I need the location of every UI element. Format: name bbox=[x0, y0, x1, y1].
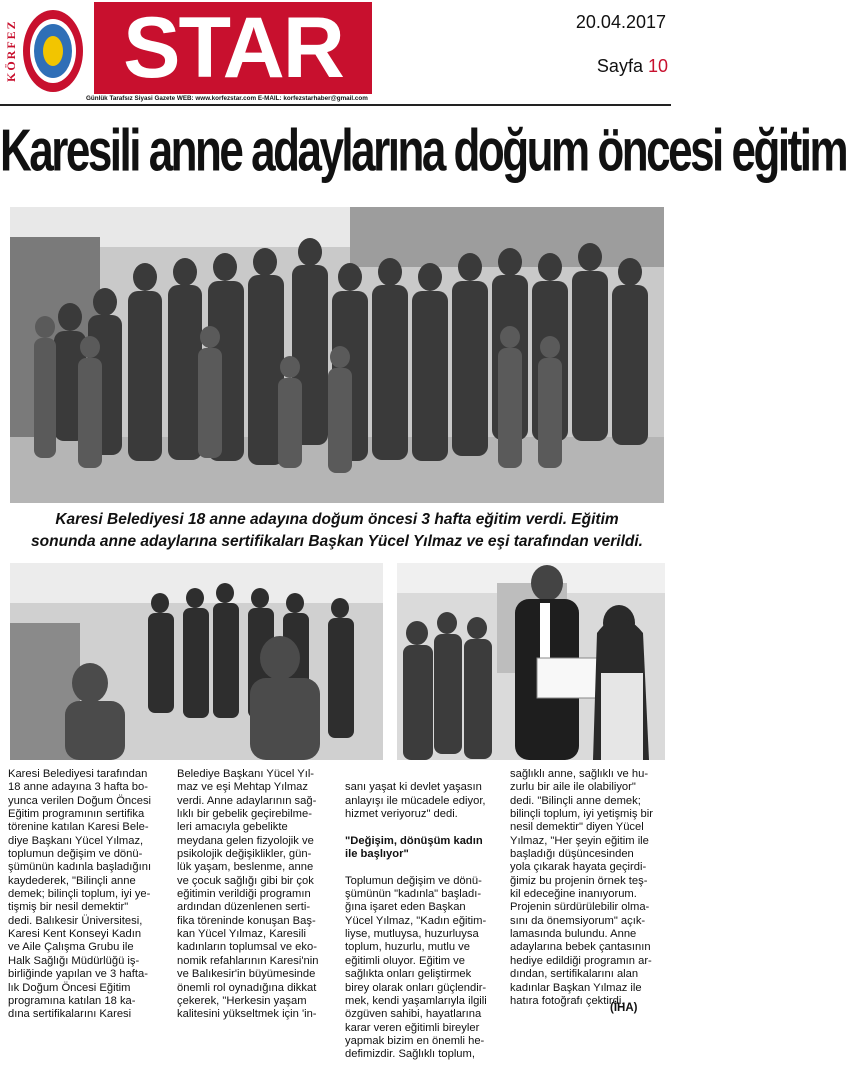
article-column-1: Karesi Belediyesi tarafından 18 anne adayına 3 hafta bo- yunca verilen Doğum Öncesi Eğitim programının sertifika törenine katılan Karesi Bele- diye Başkanı Yücel Yılmaz, toplumun değişim ve dönü- şümünün kadınla başladığını kaydederek, "Bilinçli anne demek; bilinçli toplum, iyi ye- tişmiş bir nesil demektir" dedi. Balıkesir Üniversitesi, Karesi Kent Konseyi Kadın ve Aile Çalışma Grubu ile Halk Sağlığı Müdürlüğü iş- birliğinde yapılan ve 3 hafta- lık Doğum Öncesi Eğitim programına katılan 18 ka- dına sertifikalarını Karesi bbox=[8, 768, 152, 1021]
masthead-divider bbox=[0, 104, 671, 106]
page-label: Sayfa bbox=[596, 56, 643, 76]
article-column-3-text-a: sanı yaşat ki devlet yaşasın anlayışı ile mücadele ediyor, hizmet veriyoruz" dedi. bbox=[345, 781, 486, 821]
news-source: (İHA) bbox=[610, 1002, 638, 1014]
caption-line-1: Karesi Belediyesi 18 anne adayına doğum öncesi 3 hafta eğitim verdi. Eğitim bbox=[55, 511, 619, 528]
page-indicator bbox=[560, 56, 668, 77]
newspaper-title: STAR bbox=[123, 0, 343, 96]
caption-line-2: sonunda anne adaylarına sertifikaları Başkan Yücel Yılmaz ve eşi tarafından verildi. bbox=[31, 533, 643, 550]
article-column-3 bbox=[345, 768, 503, 1075]
photo-caption bbox=[10, 509, 664, 553]
ceremony-crowd-photo bbox=[10, 563, 383, 760]
article-column-3-text-b: Toplumun değişim ve dönü- şümünün "kadınla" başladı- ğına işaret eden Başkan Yücel Yılmaz, "Kadın eğitim- liyse, mutluysa, huzurluysa toplum, huzurlu, mutlu ve eğitimli oluyor. Eğitim ve sağlıkta onları geliştirmek birey olarak onları güçlendir- mek, kendi yaşamlarıyla ilgili özgüven sahibi, hayatlarına karar veren eğitimli bireyler yapmak bizim en önemli he- defimizdir. Sağlıklı toplum, bbox=[345, 874, 487, 1061]
article-column-2: Belediye Başkanı Yücel Yıl- maz ve eşi Mehtap Yılmaz verdi. Anne adaylarının sağ- lıklı bir gebelik geçirebilme- leri amacıyla gebelikte meydana gelen fizyolojik ve psikolojik değişiklikler, gün- lük yaşam, beslenme, anne ve çocuk sağlığı gibi bir çok eğitimin verildiği programın ardından düzenlenen serti- fika töreninde konuşan Baş- kan Yücel Yılmaz, Karesili kadınların toplumsal ve eko- nomik refahlarının Karesi'nin ve Balıkesir'in büyümesinde önemli rol oynadığına dikkat çekerek, "Herkesin yaşam kalitesini yükseltmek için 'in- bbox=[177, 768, 319, 1021]
article-subheading: "Değişim, dönüşüm kadın ile başlıyor" bbox=[345, 834, 483, 861]
article-headline: Karesili anne adaylarına doğum öncesi eğitim bbox=[0, 118, 846, 185]
masthead-tagline: Günlük Tarafsız Siyasi Gazete WEB: www.korfezstar.com E-MAIL: korfezstarhaber@gmail.com bbox=[86, 95, 368, 102]
certificate-photo bbox=[397, 563, 665, 760]
logo-vertical-label: KÖRFEZ bbox=[4, 19, 18, 83]
article-column-4: sağlıklı anne, sağlıklı ve hu- zurlu bir aile ile olabiliyor" dedi. "Bilinçli anne demek; bilinçli toplum, iyi yetişmiş bir nesil demektir" diyen Yücel Yılmaz, "Her şeyin eğitim ile başladığı düşüncesinden yola çıkarak hayata geçirdi- ğimiz bu projenin örnek teş- kil edeceğine inanıyorum. Projenin sürdürülebilir olma- sını da önemsiyorum" açık- lamasında bulundu. Anne adaylarına bebek çantasının hediye edildiği programın ar- dından, sertifikalarını alan kadınlar Başkan Yılmaz ile hatıra fotoğrafı çektirdi. bbox=[510, 768, 653, 1007]
issue-date: 20.04.2017 bbox=[575, 12, 666, 32]
target-logo-icon bbox=[22, 8, 84, 94]
page-number: 10 bbox=[647, 56, 668, 76]
group-photo bbox=[10, 207, 664, 503]
